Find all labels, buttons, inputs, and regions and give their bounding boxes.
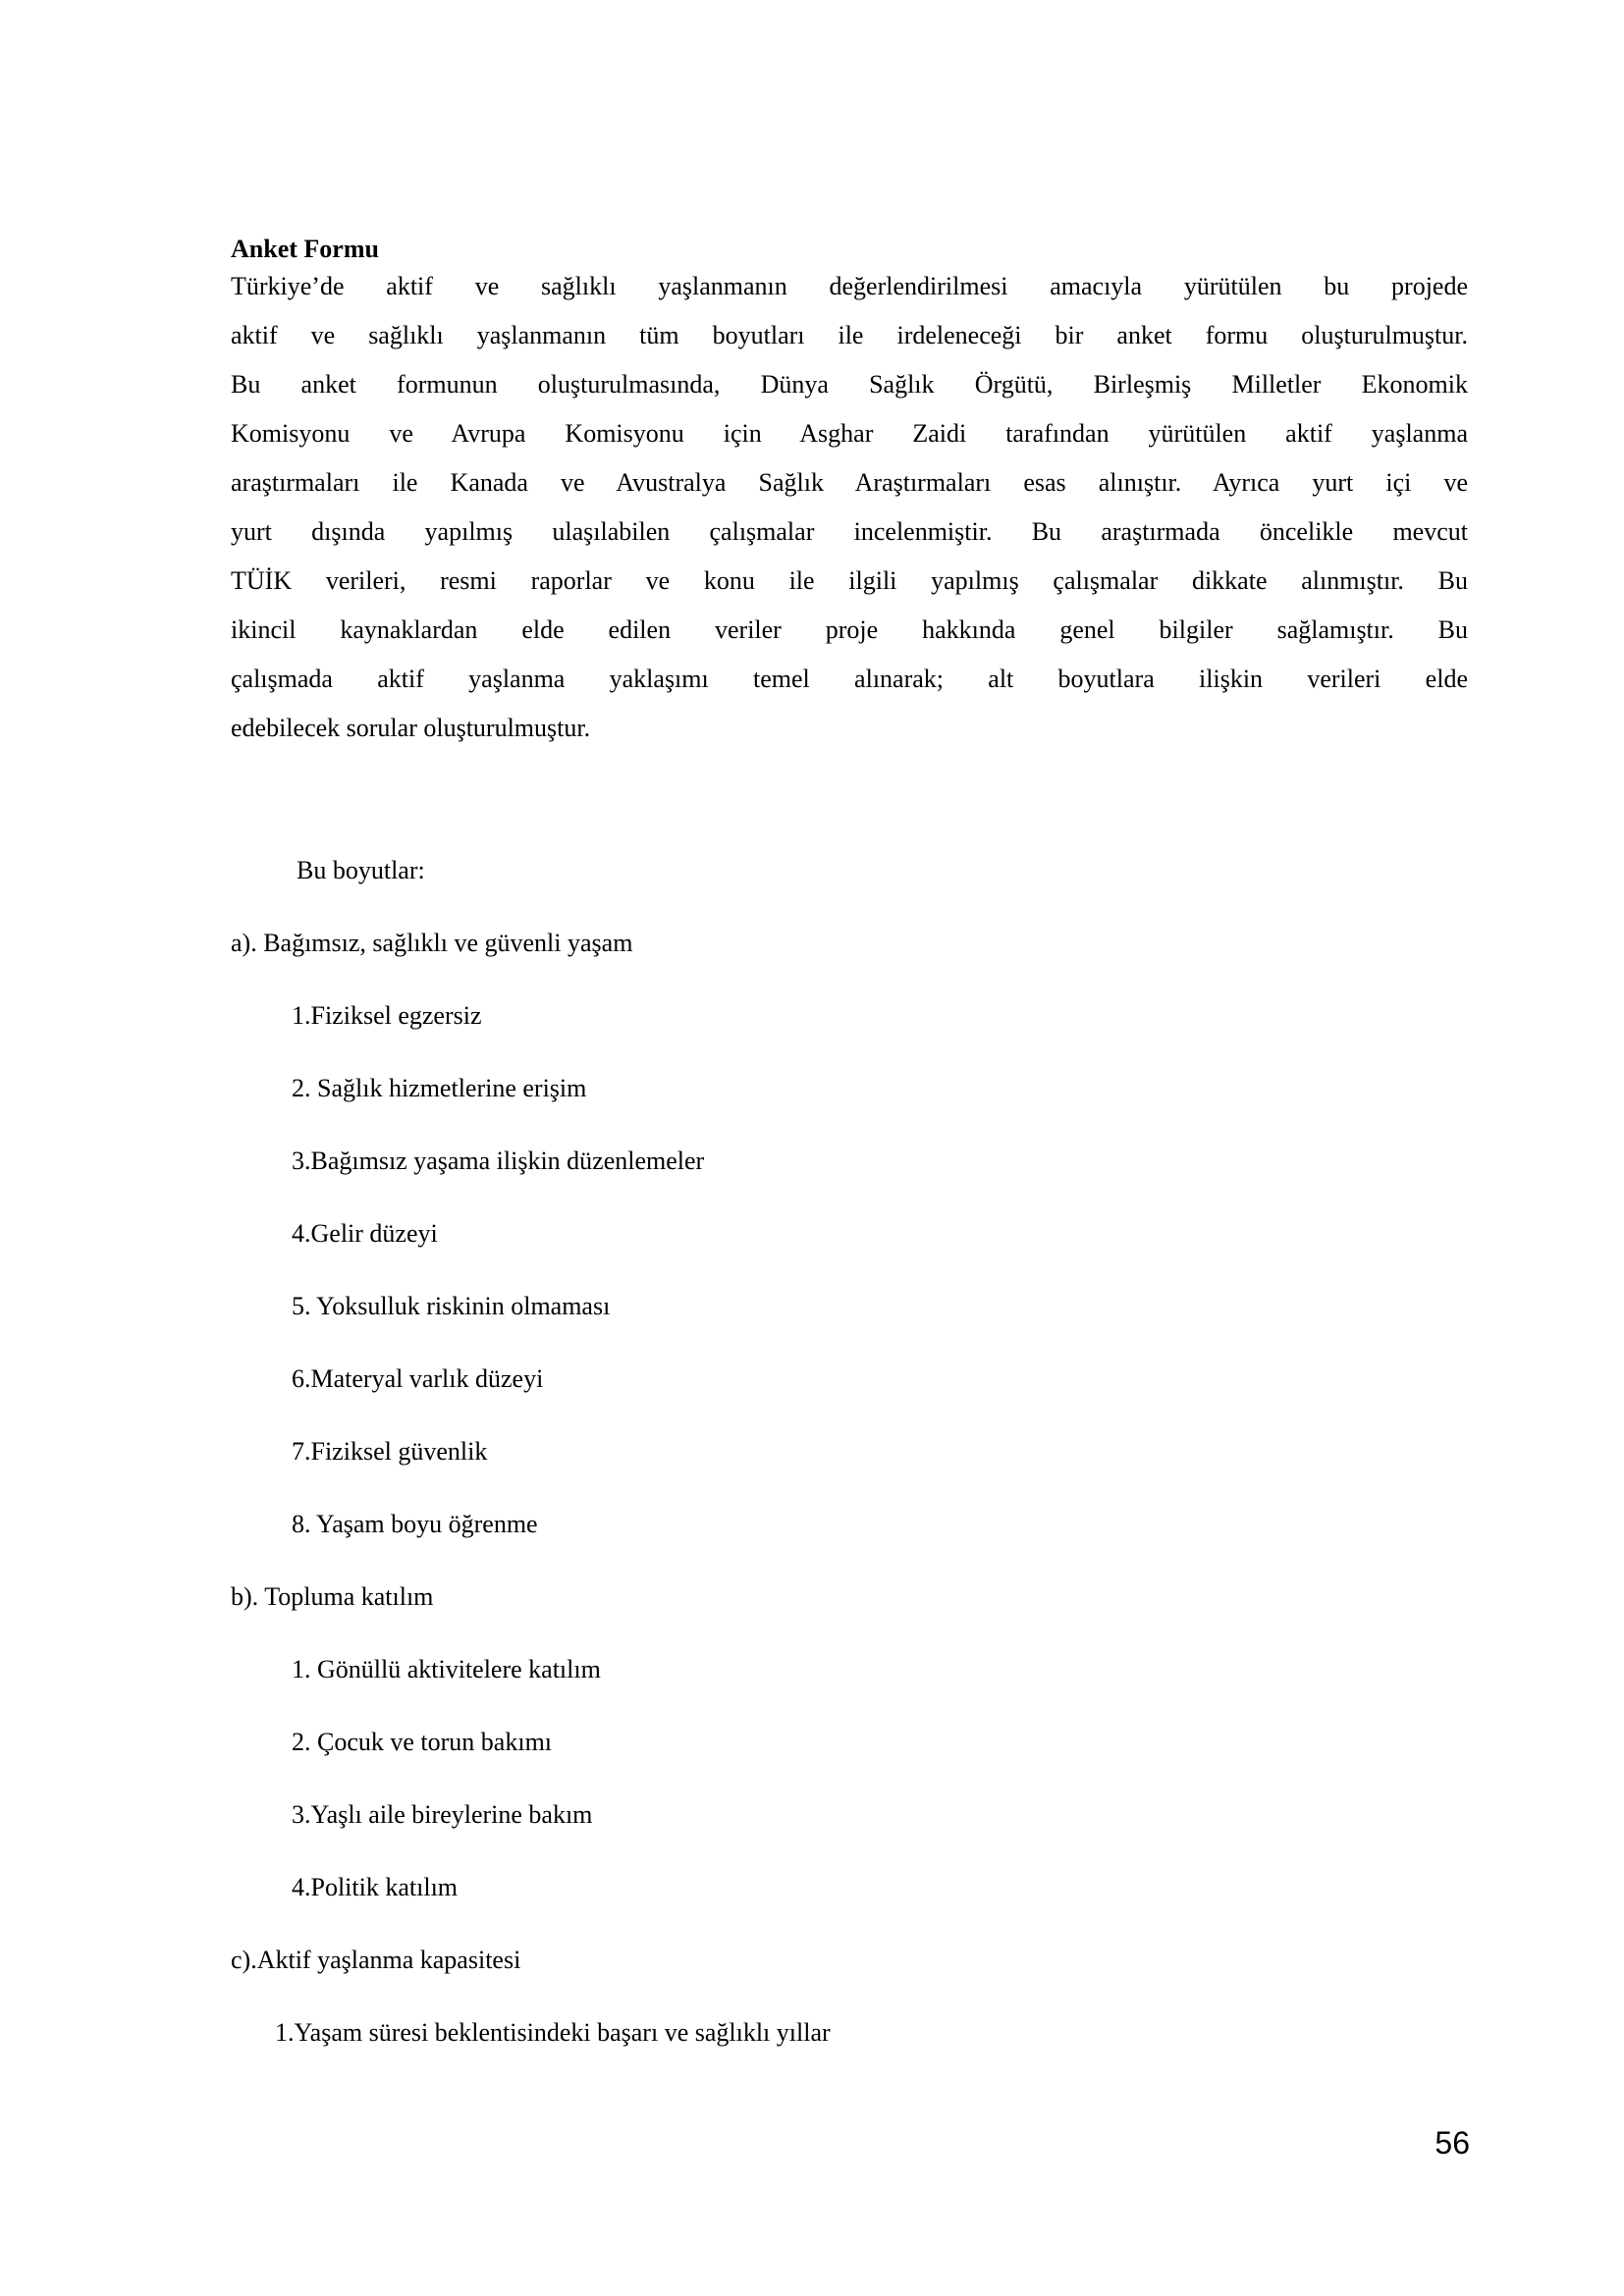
section-a-item: 2. Sağlık hizmetlerine erişim [292,1074,587,1102]
paragraph-line: TÜİK verileri, resmi raporlar ve konu ile ilgili yapılmış çalışmalar dikkate alınmıştır. Bu [231,566,1468,595]
paragraph-line: yurt dışında yapılmış ulaşılabilen çalışmalar incelenmiştir. Bu araştırmada öncelikle mevcut [231,517,1468,546]
page-title: Anket Formu [231,235,379,263]
paragraph-line: edebilecek sorular oluşturulmuştur. [231,714,591,742]
section-a-item: 1.Fiziksel egzersiz [292,1001,482,1030]
paragraph-line: ikincil kaynaklardan elde edilen veriler proje hakkında genel bilgiler sağlamıştır. Bu [231,615,1468,644]
list-intro: Bu boyutlar: [297,856,425,884]
section-a-item: 7.Fiziksel güvenlik [292,1437,488,1466]
section-b-item: 4.Politik katılım [292,1873,459,1901]
section-b-item: 2. Çocuk ve torun bakımı [292,1728,553,1756]
paragraph-line: Türkiye’de aktif ve sağlıklı yaşlanmanın değerlendirilmesi amacıyla yürütülen bu projede [231,272,1468,300]
section-a-item: 3.Bağımsız yaşama ilişkin düzenlemeler [292,1147,705,1175]
paragraph-line: aktif ve sağlıklı yaşlanmanın tüm boyutları ile irdeleneceği bir anket formu oluşturulmuştur. [231,321,1468,349]
section-a-item: 4.Gelir düzeyi [292,1219,438,1248]
section-c-label: c).Aktif yaşlanma kapasitesi [231,1946,521,1974]
section-b-item: 1. Gönüllü aktivitelere katılım [292,1655,601,1683]
paragraph-line: araştırmaları ile Kanada ve Avustralya Sağlık Araştırmaları esas alınıştır. Ayrıca yurt içi ve [231,468,1468,497]
section-a-label: a). Bağımsız, sağlıklı ve güvenli yaşam [231,929,633,957]
paragraph-line: çalışmada aktif yaşlanma yaklaşımı temel alınarak; alt boyutlara ilişkin verileri elde [231,665,1468,693]
section-a-item: 6.Materyal varlık düzeyi [292,1364,544,1393]
section-a-item: 5. Yoksulluk riskinin olmaması [292,1292,611,1320]
paragraph-line: Bu anket formunun oluşturulmasında, Dünya Sağlık Örgütü, Birleşmiş Milletler Ekonomik [231,370,1468,399]
paragraph-line: Komisyonu ve Avrupa Komisyonu için Asghar Zaidi tarafından yürütülen aktif yaşlanma [231,419,1468,448]
section-a-item: 8. Yaşam boyu öğrenme [292,1510,538,1538]
section-b-label: b). Topluma katılım [231,1582,434,1611]
page-number: 56 [1435,2125,1470,2161]
section-c-item: 1.Yaşam süresi beklentisindeki başarı ve sağlıklı yıllar [275,2018,831,2047]
section-b-item: 3.Yaşlı aile bireylerine bakım [292,1800,593,1829]
